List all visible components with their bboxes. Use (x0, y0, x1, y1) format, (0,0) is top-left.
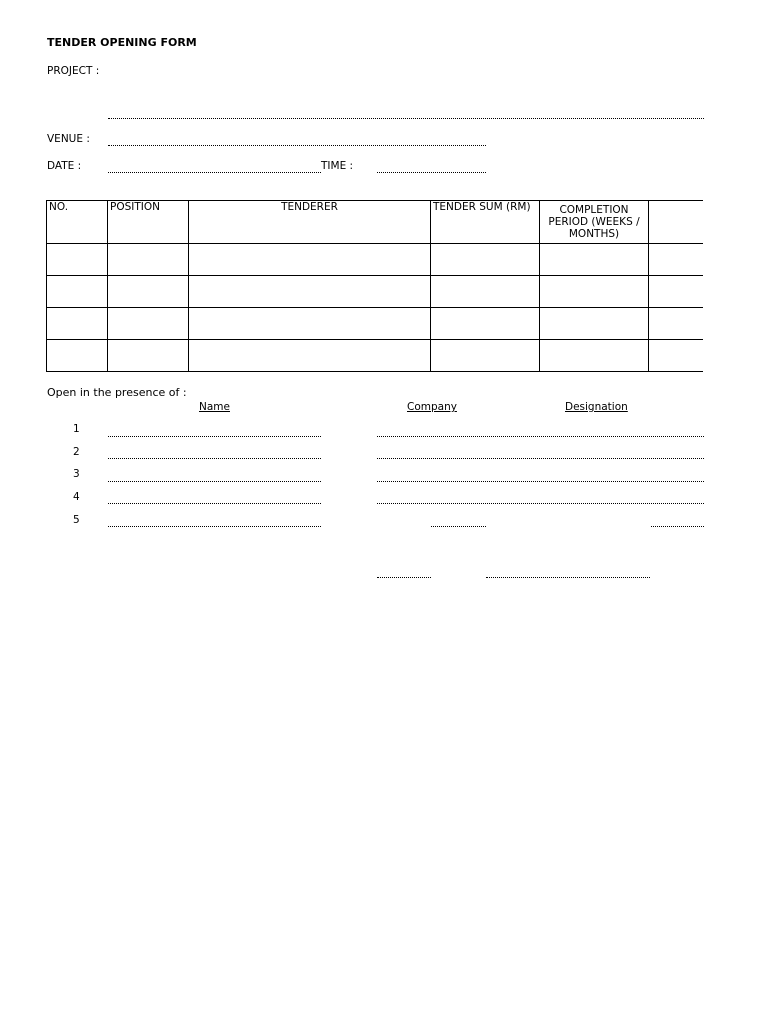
header-tender-sum: TENDER SUM (RM) (431, 201, 540, 244)
table-cell[interactable] (540, 340, 649, 372)
witness-company-designation-line[interactable] (377, 503, 704, 504)
date-field-line[interactable] (108, 172, 321, 173)
project-field-line[interactable] (108, 118, 704, 119)
table-cell[interactable] (108, 308, 189, 340)
table-cell[interactable] (540, 308, 649, 340)
date-label: DATE : (47, 160, 82, 172)
witness-company-designation-line[interactable] (377, 481, 704, 482)
table-cell[interactable] (189, 244, 431, 276)
witness-company-designation-line[interactable] (377, 458, 704, 459)
header-completion-period: COMPLETION PERIOD (WEEKS / MONTHS) (540, 201, 649, 244)
witness-name-line[interactable] (108, 458, 321, 459)
table-cell[interactable] (649, 340, 703, 372)
table-cell[interactable] (189, 308, 431, 340)
time-field-line[interactable] (377, 172, 486, 173)
table-cell[interactable] (649, 244, 703, 276)
witness-company-designation-line[interactable] (377, 436, 704, 437)
table-cell[interactable] (189, 276, 431, 308)
table-row (47, 244, 703, 276)
header-blank (649, 201, 703, 244)
extra-field-line[interactable] (486, 577, 650, 578)
witness-number: 4 (73, 491, 80, 503)
witness-designation-line[interactable] (651, 526, 704, 527)
table-cell[interactable] (189, 340, 431, 372)
table-cell[interactable] (431, 244, 540, 276)
column-name-heading: Name (199, 401, 230, 413)
table-cell[interactable] (540, 276, 649, 308)
table-cell[interactable] (108, 244, 189, 276)
table-cell[interactable] (108, 276, 189, 308)
header-tenderer: TENDERER (189, 201, 431, 244)
table-cell[interactable] (47, 340, 108, 372)
time-label: TIME : (321, 160, 354, 172)
table-header-row (47, 201, 703, 244)
witness-number: 1 (73, 423, 80, 435)
venue-label: VENUE : (47, 133, 90, 145)
table-cell[interactable] (108, 340, 189, 372)
table-row (47, 308, 703, 340)
form-title: TENDER OPENING FORM (47, 36, 197, 49)
table-cell[interactable] (649, 308, 703, 340)
witness-company-line[interactable] (431, 526, 486, 527)
table-cell[interactable] (47, 308, 108, 340)
table-cell[interactable] (431, 340, 540, 372)
witness-name-line[interactable] (108, 436, 321, 437)
table-cell[interactable] (47, 276, 108, 308)
header-no: NO. (47, 201, 108, 244)
extra-field-line[interactable] (377, 577, 431, 578)
witness-name-line[interactable] (108, 503, 321, 504)
venue-field-line[interactable] (108, 145, 486, 146)
column-company-heading: Company (407, 401, 457, 413)
column-designation-heading: Designation (565, 401, 628, 413)
table-cell[interactable] (649, 276, 703, 308)
presence-intro: Open in the presence of : (47, 386, 187, 399)
tender-table (46, 200, 703, 372)
header-position: POSITION (108, 201, 189, 244)
table-cell[interactable] (431, 276, 540, 308)
table-cell[interactable] (47, 244, 108, 276)
table-cell[interactable] (431, 308, 540, 340)
project-label: PROJECT : (47, 65, 100, 77)
witness-name-line[interactable] (108, 481, 321, 482)
table-row (47, 276, 703, 308)
table-row (47, 340, 703, 372)
witness-number: 2 (73, 446, 80, 458)
witness-number: 3 (73, 468, 80, 480)
table-cell[interactable] (540, 244, 649, 276)
witness-name-line[interactable] (108, 526, 321, 527)
witness-number: 5 (73, 514, 80, 526)
